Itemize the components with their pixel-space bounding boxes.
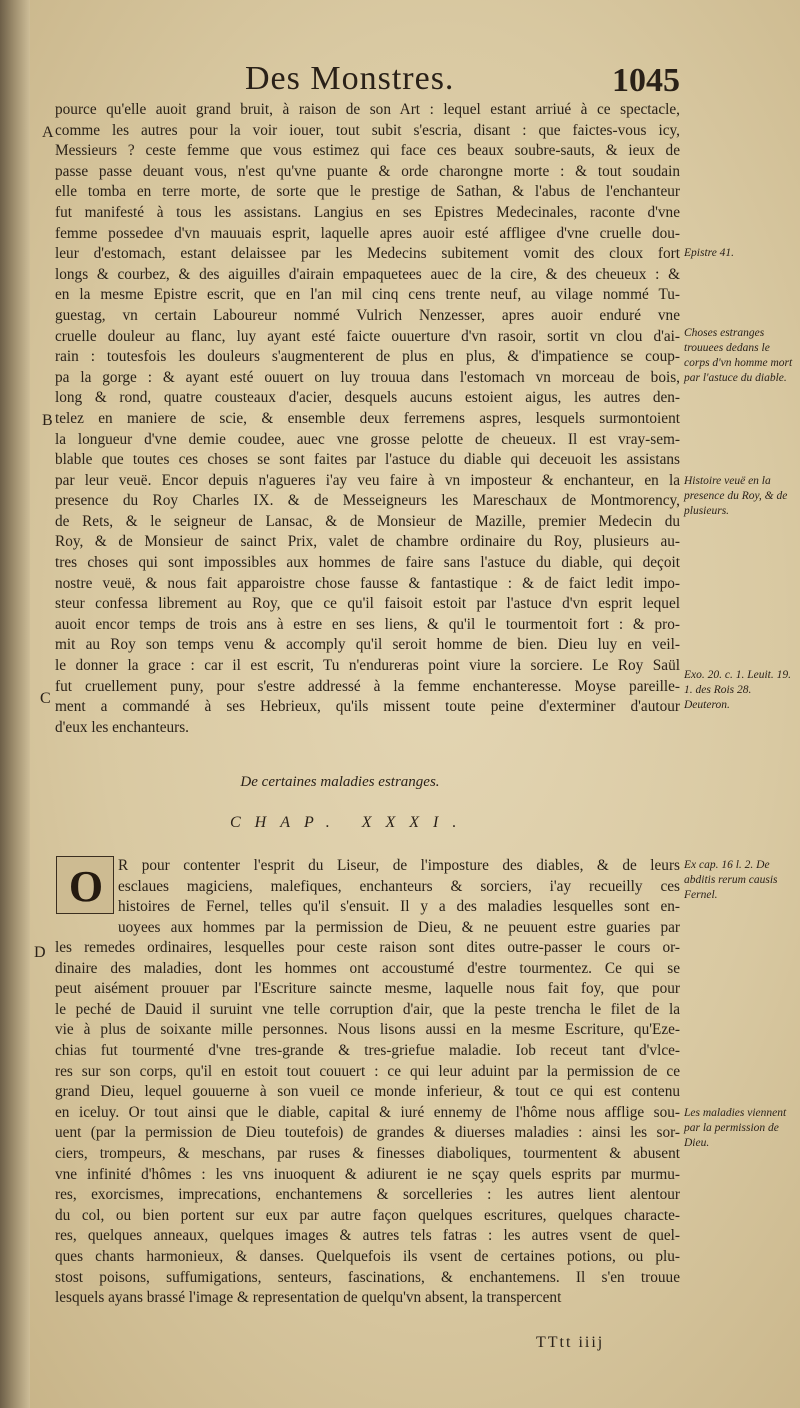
text-line: uoyees aux hommes par la permission de Dieu, & ne peuuent estre guaries par bbox=[118, 918, 680, 936]
text-line: d'eux les enchanteurs. bbox=[55, 718, 190, 736]
text-line: longs & courbez, & des aiguilles d'airain empaquetees auec de la cire, & des cheueux : & bbox=[55, 265, 680, 283]
text-line: du col, ou bien portent sur eux par autre façon quelques escritures, quelques characte- bbox=[55, 1206, 680, 1224]
page-number: 1045 bbox=[612, 62, 680, 99]
margin-note-choses: Choses estranges trouuees dedans le corps d'vn homme mort par l'astuce du diable. bbox=[684, 327, 793, 384]
paragraph-1 bbox=[55, 100, 680, 738]
margin-note-epistre: Epistre 41. bbox=[684, 247, 735, 259]
text-line: la longueur d'vne demie coudee, auec vne grosse pelotte de cheueux. Il est vray-sem- bbox=[55, 430, 680, 448]
text-line: presence du Roy Charles IX. & de Messeigneurs les Mareschaux de Montmorency, bbox=[55, 492, 680, 510]
text-line: vne infinité d'hômes : les vns inuoquent & adiurent ie ne sçay quels esprits par murmu- bbox=[55, 1165, 680, 1183]
initial-letter: O bbox=[68, 862, 104, 911]
text-line: ment a commandé à ses Hebrieux, qu'ils missent toute peine d'exterminer d'autour bbox=[55, 698, 680, 716]
text-line: guestag, vn certain Laboureur nommé Vulrich Nenzesser, apres auoir enduré vne bbox=[55, 306, 680, 324]
text-line: en la mesme Epistre escrit, que en l'an mil cinq cens trente neuf, au vilage nommé Tu- bbox=[55, 286, 680, 304]
text-line: ciers, trompeurs, & meschans, par ruses & finesses diaboliques, tourmentent & abusent bbox=[55, 1144, 680, 1162]
text-line: R pour contenter l'esprit du Liseur, de l'imposture des diables, & de leurs bbox=[118, 857, 680, 874]
text-line: comme les autres pour la voir iouer, tout subit s'escria, disant : que faictes-vous icy, bbox=[55, 121, 680, 139]
text-line: femme possedee d'vn mauuais esprit, laquelle apres auoir esté affligee d'vne cruelle dou- bbox=[55, 224, 680, 242]
text-line: ques chants harmonieux, & danses. Quelquefois ils vsent de certaines potions, ou plu- bbox=[55, 1247, 680, 1265]
text-line: blable que toutes ces choses se sont faites par l'astuce du diable qui deceuoit les assistans bbox=[55, 451, 680, 469]
text-line: elle tomba en terre morte, de sorte que le prestige de Sathan, & l'abus de l'enchanteur bbox=[55, 183, 680, 201]
text-line: chias fut tourmenté d'vne tres-grande & tres-griefue maladie. Iob receut tant d'vlce- bbox=[55, 1041, 680, 1059]
chapter-number: CHAP. XXXI. bbox=[230, 814, 471, 831]
text-line: auoit encor temps de trois ans à estre en ses liens, & qu'il le tourmentoit fort : & pro- bbox=[55, 615, 680, 633]
text-line: le peché de Dauid il suruint vne telle corruption d'air, que la peste trencha le filet de la bbox=[55, 1000, 680, 1018]
paragraph-2-body bbox=[55, 938, 680, 1309]
text-line: cruelle douleur au flanc, luy ayant esté faicte ouuerture d'vn rasoir, sortit vn clou d'ai- bbox=[55, 327, 680, 345]
text-line: mit au Roy son temps venu & accomply qu'il seroit homme de bien. Dieu luy en veil- bbox=[55, 636, 680, 654]
text-line: tres choses qui sont impossibles aux hommes de faire sans l'astuce du diable, qui deçoit bbox=[55, 554, 680, 572]
text-line: passe passe deuant vous, n'est qu'vne puante & orde charongne morte : & tout soudain bbox=[55, 162, 680, 180]
text-line: fut cruellement puny, pour s'estre addressé à la femme enchanteresse. Moyse pareille- bbox=[55, 677, 680, 695]
text-line: histoires de Fernel, telles qu'il s'ensuit. Il y a des maladies lesquelles sont en- bbox=[118, 898, 680, 916]
text-line: Roy, & de Monsieur de sainct Prix, valet de chambre ordinaire du Roy, plusieurs au- bbox=[55, 533, 680, 551]
chapter-subtitle: De certaines maladies estranges. bbox=[240, 774, 440, 790]
margin-note-histoire: Histoire veuë en la presence du Roy, & de plusieurs. bbox=[684, 475, 788, 517]
text-line: le donner la grace : car il est escrit, Tu n'endureras point viure la sorciere. Le Roy Saül bbox=[55, 657, 680, 675]
text-line: fut manifesté à tous les assistans. Langius en ses Epistres Medecinales, raconte d'vne bbox=[55, 203, 680, 221]
margin-note-fernel: Ex cap. 16 l. 2. De abditis rerum causis Fernel. bbox=[684, 859, 778, 901]
text-line: en iceluy. Or tout ainsi que le diable, capital & iuré ennemy de l'hôme nous afflige sou- bbox=[55, 1103, 680, 1121]
text-line: uent (par la permission de Dieu toutefois) de grandes & diuerses maladies : ainsi les sor- bbox=[55, 1124, 680, 1142]
text-line: nostre veuë, & nous fait apparoistre chose fausse & fantastique : & de faict ledit impo- bbox=[55, 574, 680, 592]
running-title: Des Monstres. bbox=[245, 60, 455, 97]
decorated-initial bbox=[56, 856, 114, 914]
text-line: res, exorcismes, imprecations, enchantemens & sorcelleries : les autres lient alentour bbox=[55, 1186, 680, 1204]
text-line: long & rond, quatre cousteaux d'acier, desquels aucuns estoient aigus, les autres den- bbox=[55, 389, 680, 407]
section-letter-d: D bbox=[34, 944, 46, 961]
text-line: pource qu'elle auoit grand bruit, à raison de son Art : lequel estant arriué à ce spectacle, bbox=[55, 101, 680, 118]
text-line: dinaire des maladies, dont les hommes ont accoustumé d'estre tourmentez. Ce qui se bbox=[55, 959, 680, 977]
text-line: pa la gorge : & ayant esté ouuert on luy trouua dans l'estomach vn morceau de bois, bbox=[55, 368, 680, 386]
text-line: vie à plus de soixante mille personnes. Nous lisons aussi en la mesme Escriture, qu'Eze- bbox=[55, 1021, 680, 1039]
text-line: grand Dieu, lequel gouuerne à son vueil ce monde inferieur, & tout ce qui est contenu bbox=[55, 1083, 680, 1101]
text-line: rain : toutesfois les douleurs s'augmenterent de plus en plus, & d'impatience se coup- bbox=[55, 348, 680, 366]
section-letter-a: A bbox=[42, 124, 54, 141]
text-line: peut aisément prouuer par l'Escriture saincte mesme, laquelle nous fait foy, que pour bbox=[55, 980, 680, 998]
section-letter-b: B bbox=[42, 412, 53, 429]
text-line: leur d'estomach, estant delaissee par les Medecins subitement vomit des cloux fort bbox=[55, 245, 680, 263]
page-gutter bbox=[0, 0, 30, 1408]
text-line: stost poisons, suffumigations, senteurs, fascinations, & enchantemens. Il s'en trouue bbox=[55, 1268, 680, 1286]
text-line: Messieurs ? ceste femme que vous estimez qui face ces beaux soubre-sauts, & ieux de bbox=[55, 142, 680, 160]
text-line: res, quelques anneaux, quelques images & autres tels fatras : les autres vsent de quel- bbox=[55, 1227, 680, 1245]
text-line: esclaues magiciens, malefiques, enchanteurs & sorciers, i'ay recueilly ces bbox=[118, 877, 680, 895]
text-line: lesquels ayans brassé l'image & representation de quelqu'vn absent, la transpercent bbox=[55, 1289, 562, 1307]
text-line: res sur son corps, qu'il en estoit tout couuert : ce qui leur aduint par la permission de ce bbox=[55, 1062, 680, 1080]
margin-note-references: Exo. 20. c. 1. Leuit. 19. 1. des Rois 28. Deuteron. bbox=[684, 669, 791, 711]
text-line: steur confessa librement au Roy, que ce qu'il faisoit estoit par l'astuce d'vn esprit lequel bbox=[55, 595, 680, 613]
text-line: par leur veuë. Encor depuis n'agueres i'ay veu faire à vn imposteur & enchanteur, en la bbox=[55, 471, 680, 489]
paragraph-2-indented bbox=[118, 856, 680, 938]
text-line: de Rets, & le seigneur de Lansac, & de Monsieur de Mazille, premier Medecin du bbox=[55, 512, 680, 530]
text-line: les remedes ordinaires, lesquelles pour ceste raison sont dites outre-passer le cours or- bbox=[55, 939, 680, 956]
signature-mark: TTtt iiij bbox=[536, 1334, 605, 1351]
section-letter-c: C bbox=[40, 690, 51, 707]
margin-note-maladies: Les maladies viennent par la permission de Dieu. bbox=[684, 1107, 787, 1149]
text-line: telez en maniere de scie, & ensemble deux ferremens aspres, lesquels surmontoient bbox=[55, 409, 680, 427]
